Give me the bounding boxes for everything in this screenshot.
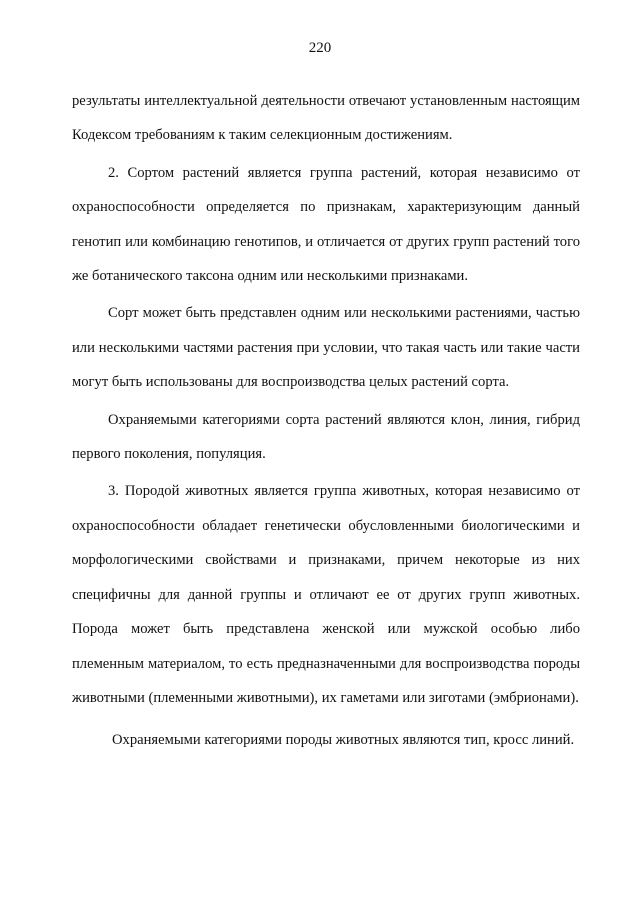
paragraph-plant-variety-categories: Охраняемыми категориями сорта растений являются клон, линия, гибрид первого поколения, популяция. <box>72 411 580 463</box>
paragraph-plant-variety-definition: 2. Сортом растений является группа растений, которая независимо от охраноспособности определяется по признакам, характеризующим данный генотип или комбинацию генотипов, и отличается от других групп растений того же ботанического таксона одним или несколькими признаками. <box>72 164 580 285</box>
document-body <box>72 84 580 758</box>
paragraph-animal-breed-definition: 3. Породой животных является группа животных, которая независимо от охраноспособности обладает генетически обусловленными биологическими и морфологическими свойствами и признаками, причем некоторые из них специфичны для данной группы и отличают ее от других групп животных. Порода может быть представлена женской или мужской особью либо племенным материалом, то есть предназначенными для воспроизводства породы животными (племенными животными), их гаметами или зиготами (эмбрионами). <box>72 483 580 706</box>
paragraph-animal-breed-categories: Охраняемыми категориями породы животных являются тип, кросс линий. <box>112 732 575 749</box>
page-number: 220 <box>308 40 332 56</box>
paragraph-continuation: результаты интеллектуальной деятельности отвечают установленным настоящим Кодексом требованиям к таким селекционным достижениям. <box>72 93 580 144</box>
paragraph-plant-variety-representation: Сорт может быть представлен одним или несколькими растениями, частью или несколькими частями растения при условии, что такая часть или такие части могут быть использованы для воспроизводства целых растений сорта. <box>72 305 580 391</box>
